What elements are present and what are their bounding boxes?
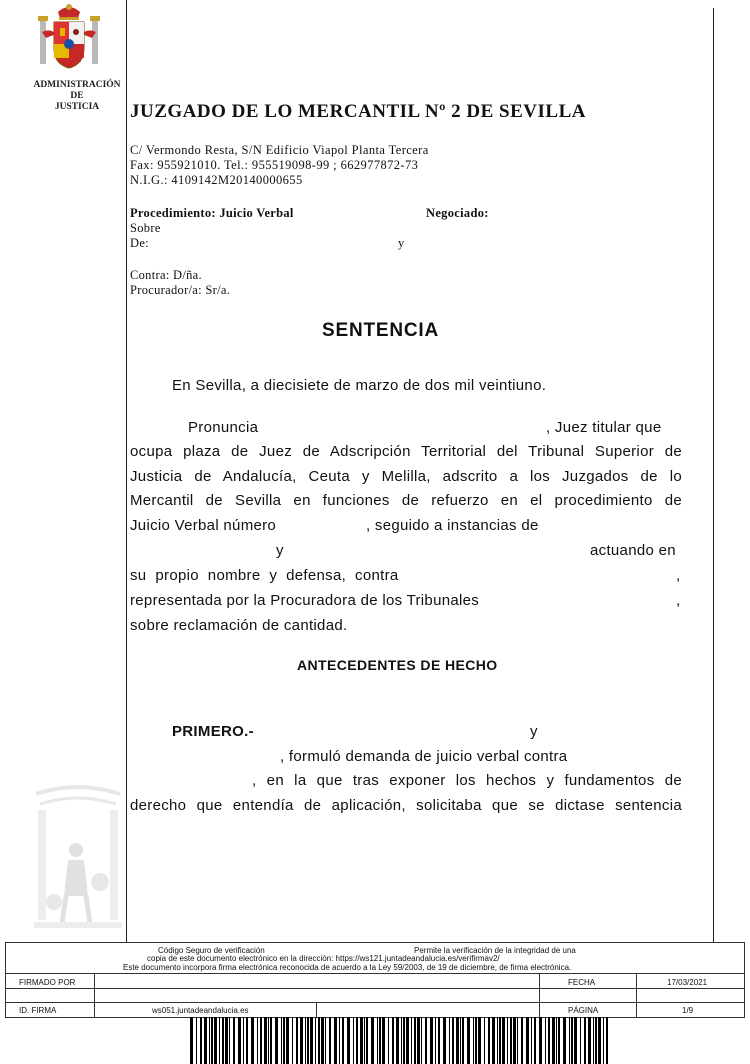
primero-label: PRIMERO.-: [172, 723, 254, 740]
firma-host: ws051.juntadeandalucia.es: [152, 1006, 249, 1015]
comma-text-2: ,: [676, 592, 681, 609]
procedimiento-label: Procedimiento: Juicio Verbal: [130, 206, 294, 220]
court-title: JUZGADO DE LO MERCANTIL Nº 2 DE SEVILLA: [130, 101, 586, 122]
csv-label: Código Seguro de verificación: [158, 946, 265, 955]
ley-text: Este documento incorpora firma electrónica reconocida de acuerdo a la Ley 59/2003, de 19 de diciembre, de firma electrónica.: [123, 963, 572, 972]
fecha-label: FECHA: [568, 978, 596, 987]
court-phones: Fax: 955921010. Tel.: 955519098-99 ; 662977872-73: [130, 158, 419, 172]
propio-nombre-text: su propio nombre y defensa, contra: [130, 567, 399, 584]
verif-text: Permite la verificación de la integridad de una: [414, 946, 576, 955]
comma-text: ,: [676, 567, 681, 584]
copia-text: copia de este documento electrónico en la dirección: https://ws121.juntadeandalucia.es/verifirmav2/: [147, 954, 500, 963]
id-firma-label: ID. FIRMA: [19, 1006, 57, 1015]
contra-label: Contra: D/ña.: [130, 268, 202, 282]
seguido-text: , seguido a instancias de: [366, 517, 539, 534]
junta-andalucia-watermark-icon: [30, 784, 126, 934]
sentencia-title: SENTENCIA: [322, 320, 439, 341]
court-address: C/ Vermondo Resta, S/N Edificio Viapol Planta Tercera: [130, 143, 429, 157]
administracion-justicia-label: [22, 80, 132, 113]
paragraph-2-line-3: [130, 772, 682, 796]
court-nig: N.I.G.: 4109142M20140000655: [130, 173, 303, 187]
de-label: De:: [130, 236, 149, 250]
right-margin-rule: [713, 8, 714, 942]
paragraph-1-line-7: [130, 567, 682, 591]
paragraph-1-line-4: Mercantil de Sevilla en funciones de refuerzo en el procedimiento de: [130, 492, 682, 509]
pronuncia-text: Pronuncia: [188, 419, 259, 436]
paragraph-2-line-1: [130, 723, 682, 747]
paragraph-1-line-8: [130, 592, 682, 616]
barcode-icon: [190, 1017, 610, 1064]
sobre-label: Sobre: [130, 221, 161, 235]
actuando-text: actuando en: [590, 542, 676, 559]
left-margin-rule: [126, 0, 127, 942]
coat-of-arms-icon: [38, 2, 100, 76]
paragraph-1-line-9: sobre reclamación de cantidad.: [130, 617, 348, 634]
court-address-block: [130, 143, 429, 188]
juez-text: , Juez titular que: [546, 419, 662, 436]
paragraph-1-line-5: [130, 517, 682, 541]
pagina-value: 1/9: [682, 1006, 694, 1015]
juicio-verbal-numero-text: Juicio Verbal número: [130, 517, 277, 534]
paragraph-2-line-4: derecho que entendía de aplicación, solicitaba que se dictase sentencia: [130, 797, 682, 814]
pagina-label: PÁGINA: [568, 1006, 599, 1015]
procedure-block: [130, 206, 630, 251]
y-text: y: [276, 542, 284, 559]
fecha-value: 17/03/2021: [667, 978, 708, 987]
firmado-por-label: FIRMADO POR: [19, 978, 76, 987]
antecedentes-heading: ANTECEDENTES DE HECHO: [297, 657, 498, 673]
paragraph-1-line-2: ocupa plaza de Juez de Adscripción Territorial del Tribunal Superior de: [130, 443, 682, 460]
procurador-label: Procurador/a: Sr/a.: [130, 283, 231, 297]
place-date: En Sevilla, a diecisiete de marzo de dos mil veintiuno.: [172, 377, 547, 394]
paragraph-1-line-1: [130, 419, 682, 443]
admin-line-3: JUSTICIA: [54, 102, 100, 112]
procuradora-text: representada por la Procuradora de los Tribunales: [130, 592, 480, 609]
paragraph-1-line-6: [130, 542, 682, 566]
paragraph-1-line-3: Justicia de Andalucía, Ceuta y Melilla, adscrito a los Juzgados de lo: [130, 468, 682, 485]
negociado-label: Negociado:: [426, 206, 489, 220]
exponer-text: , en la que tras exponer los hechos y fundamentos de: [252, 772, 682, 789]
verification-footer: [5, 942, 745, 1018]
contra-block: [130, 268, 230, 298]
formulo-text: , formuló demanda de juicio verbal contra: [280, 748, 568, 765]
primero-y-text: y: [530, 723, 538, 740]
admin-line-2: DE: [70, 91, 84, 101]
admin-line-1: ADMINISTRACIÓN: [33, 80, 121, 90]
paragraph-2-line-2: [130, 748, 682, 772]
de-y-label: y: [398, 236, 405, 250]
